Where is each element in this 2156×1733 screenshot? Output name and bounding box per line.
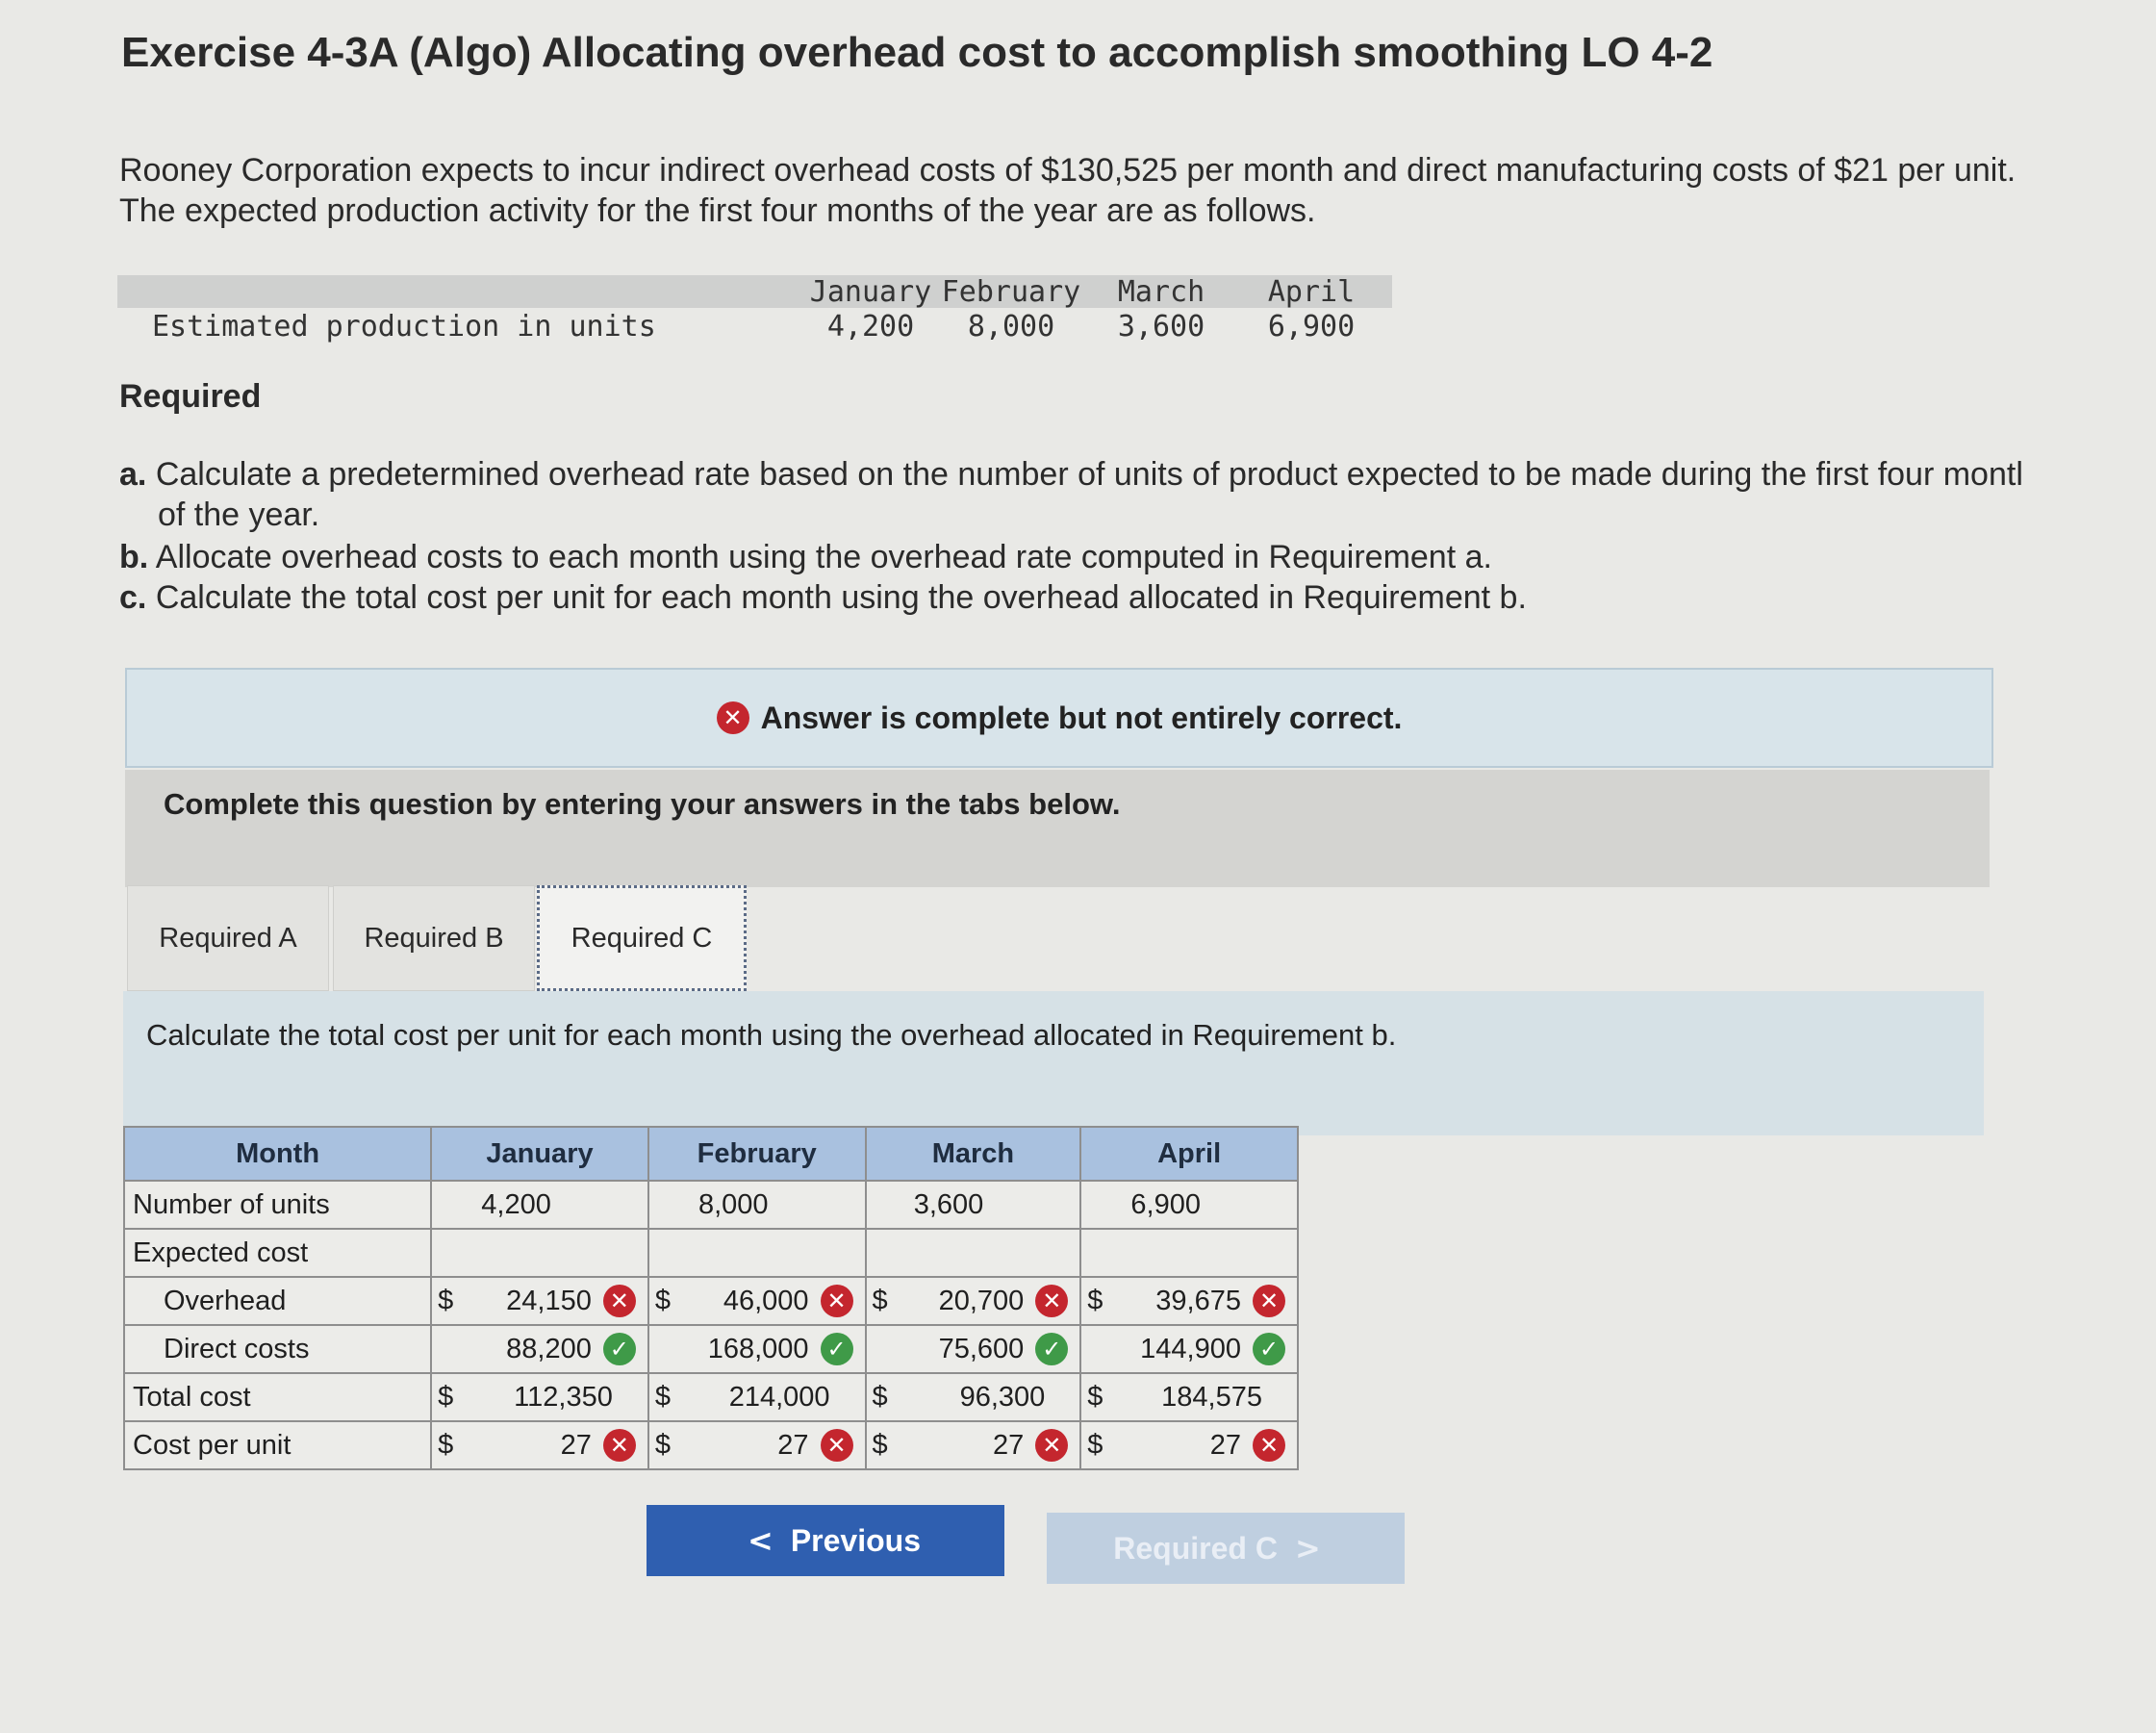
direct-cost-value: 168,000 [707,1333,809,1364]
requirement-c-text: Calculate the total cost per unit for each month using the overhead allocated in Requirement b. [155,579,1527,616]
cost-per-unit-cell[interactable] [431,1421,648,1469]
incorrect-icon: ✕ [603,1429,636,1462]
incorrect-icon: ✕ [1035,1429,1068,1462]
row-label: Cost per unit [124,1421,431,1469]
currency-symbol: $ [654,1429,671,1461]
estimate-units: 3,600 [1117,310,1205,344]
requirement-b [119,539,1492,576]
units-value: 3,600 [913,1188,984,1220]
estimate-month: January [809,275,932,309]
estimate-units: 4,200 [826,310,915,344]
cost-per-unit-cell[interactable] [1080,1421,1298,1469]
currency-symbol: $ [438,1285,454,1316]
cost-per-unit-cell[interactable] [866,1421,1081,1469]
direct-cost-cell[interactable] [1080,1325,1298,1373]
units-cell[interactable] [866,1181,1081,1229]
overhead-cell[interactable] [431,1277,648,1325]
currency-symbol: $ [1087,1429,1103,1461]
requirement-b-text: Allocate overhead costs to each month using the overhead rate computed in Requirement a. [155,539,1492,575]
cost-per-unit-value: 27 [1209,1429,1241,1461]
total-cost-value: 112,350 [514,1381,613,1413]
chevron-left-icon: < [748,1522,774,1559]
direct-cost-cell[interactable] [866,1325,1081,1373]
estimate-units: 6,900 [1267,310,1356,344]
direct-cost-cell[interactable] [648,1325,866,1373]
empty-cell [1080,1229,1298,1277]
cost-per-unit-value: 27 [777,1429,809,1461]
units-value: 8,000 [698,1188,769,1220]
currency-symbol: $ [654,1381,671,1413]
total-cost-value: 96,300 [959,1381,1046,1413]
currency-symbol: $ [438,1429,454,1461]
table-row [124,1325,1298,1373]
table-row [124,1229,1298,1277]
overhead-cell[interactable] [648,1277,866,1325]
row-label: Expected cost [124,1229,431,1277]
cost-per-unit-value: 27 [560,1429,592,1461]
units-value: 6,900 [1130,1188,1201,1220]
answer-status-text: Answer is complete but not entirely correct. [760,700,1403,735]
previous-label: Previous [790,1522,921,1558]
overhead-cell[interactable] [1080,1277,1298,1325]
units-cell[interactable] [1080,1181,1298,1229]
estimate-row-label: Estimated production in units [152,310,656,344]
incorrect-icon: ✕ [821,1285,853,1317]
header-month: Month [124,1127,431,1181]
header-january: January [431,1127,648,1181]
next-label: Required C [1113,1530,1278,1566]
incorrect-icon: ✕ [1253,1285,1285,1317]
row-label: Direct costs [124,1325,431,1373]
total-cost-cell [648,1373,866,1421]
row-label: Total cost [124,1373,431,1421]
requirement-c [119,579,1527,617]
requirement-a-cont: of the year. [158,497,320,533]
previous-button[interactable] [647,1505,1004,1576]
direct-cost-value: 75,600 [938,1333,1025,1364]
incorrect-icon: ✕ [1253,1429,1285,1462]
tab-required-b[interactable]: Required B [333,885,535,991]
tab-required-c[interactable]: Required C [537,885,747,991]
empty-cell [431,1229,648,1277]
header-february: February [648,1127,866,1181]
page-title: Exercise 4-3A (Algo) Allocating overhead cost to accomplish smoothing LO 4-2 [121,29,1713,76]
total-cost-cell [866,1373,1081,1421]
row-label: Number of units [124,1181,431,1229]
direct-cost-value: 144,900 [1140,1333,1241,1364]
empty-cell [648,1229,866,1277]
tab-required-a[interactable]: Required A [127,885,329,991]
incorrect-icon: ✕ [603,1285,636,1317]
table-row [124,1181,1298,1229]
currency-symbol: $ [438,1381,454,1413]
overhead-value: 24,150 [506,1285,592,1316]
intro-line-2: The expected production activity for the first four months of the year are as follows. [119,192,1316,229]
correct-check-icon: ✓ [821,1333,853,1365]
panel-instruction: Calculate the total cost per unit for each month using the overhead allocated in Requirement b. [146,1018,1397,1052]
table-row [124,1373,1298,1421]
empty-cell [866,1229,1081,1277]
cost-per-unit-cell[interactable] [648,1421,866,1469]
total-cost-value: 214,000 [728,1381,830,1413]
instructions-text: Complete this question by entering your answers in the tabs below. [164,787,1121,821]
requirement-a-text: Calculate a predetermined overhead rate based on the number of units of product expected to be made during the first four montl [155,456,2023,493]
row-label: Overhead [124,1277,431,1325]
currency-symbol: $ [654,1285,671,1316]
x-circle-icon: ✕ [717,701,749,734]
incorrect-icon: ✕ [1035,1285,1068,1317]
currency-symbol: $ [872,1429,888,1461]
requirement-b-letter: b. [119,539,149,575]
direct-cost-cell[interactable] [431,1325,648,1373]
incorrect-icon: ✕ [821,1429,853,1462]
currency-symbol: $ [1087,1285,1103,1316]
table-row [124,1421,1298,1469]
next-button[interactable] [1047,1513,1405,1584]
correct-check-icon: ✓ [603,1333,636,1365]
correct-check-icon: ✓ [1253,1333,1285,1365]
required-heading: Required [119,378,262,415]
correct-check-icon: ✓ [1035,1333,1068,1365]
requirement-a [119,456,2023,494]
total-cost-value: 184,575 [1161,1381,1262,1413]
intro-line-1: Rooney Corporation expects to incur indirect overhead costs of $130,525 per month and direct manufacturing costs of $21 per unit. [119,152,2016,189]
currency-symbol: $ [1087,1381,1103,1413]
table-row [124,1277,1298,1325]
currency-symbol: $ [872,1381,888,1413]
requirement-c-letter: c. [119,579,147,616]
overhead-cell[interactable] [866,1277,1081,1325]
cost-per-unit-value: 27 [993,1429,1025,1461]
units-cell[interactable] [431,1181,648,1229]
estimate-month: March [1117,275,1205,309]
overhead-value: 39,675 [1155,1285,1241,1316]
header-march: March [866,1127,1081,1181]
direct-cost-value: 88,200 [506,1333,592,1364]
units-value: 4,200 [481,1188,551,1220]
total-cost-cell [431,1373,648,1421]
cost-per-unit-table [123,1126,1299,1470]
units-cell[interactable] [648,1181,866,1229]
estimated-production-table [117,275,1392,350]
total-cost-cell [1080,1373,1298,1421]
overhead-value: 20,700 [938,1285,1025,1316]
chevron-right-icon: > [1294,1530,1321,1567]
header-april: April [1080,1127,1298,1181]
table-header-row [124,1127,1298,1181]
estimate-month: April [1267,275,1356,309]
estimate-month: February [941,275,1081,309]
answer-status-banner [125,668,1993,768]
tab-panel [123,991,1984,1135]
currency-symbol: $ [872,1285,888,1316]
estimate-units: 8,000 [967,310,1055,344]
overhead-value: 46,000 [723,1285,809,1316]
requirement-a-letter: a. [119,456,147,493]
